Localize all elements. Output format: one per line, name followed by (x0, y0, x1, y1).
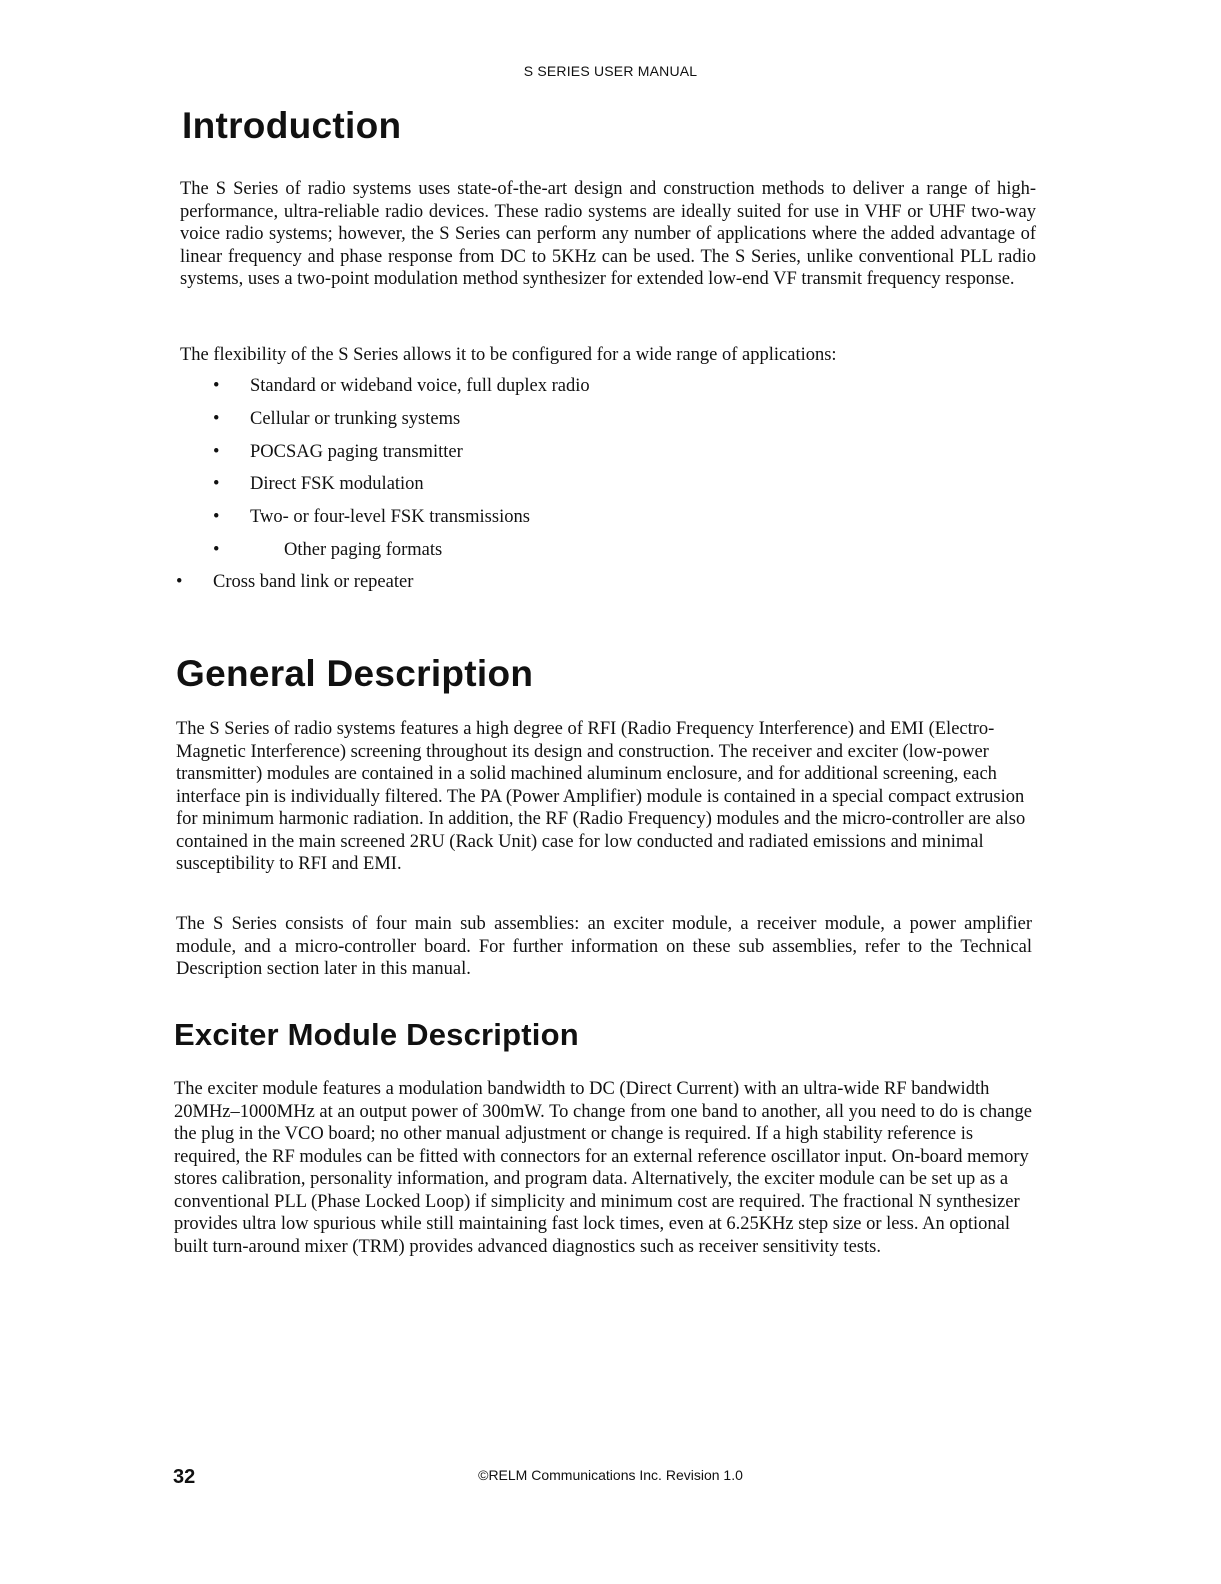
bullet-dot-icon: • (213, 442, 220, 462)
introduction-paragraph-1: The S Series of radio systems uses state-of-the-art design and construction methods to deliver a range of high-performance, ultra-reliable radio devices. These radio systems are ideally suited for use in VHF or UHF two-way voice radio systems; however, the S Series can perform any number of applications where the added advantage of linear frequency and phase response from DC to 5KHz can be used. The S Series, unlike conventional PLL radio systems, uses a two-point modulation method synthesizer for extended low-end VF transmit frequency response. (180, 179, 1036, 289)
bullet-dot-icon: • (213, 507, 220, 527)
bullet-dot-icon: • (213, 474, 220, 494)
general-description-heading: General Description (176, 653, 534, 694)
running-header: S SERIES USER MANUAL (523, 63, 698, 79)
exciter-module-paragraph: The exciter module features a modulation bandwidth to DC (Direct Current) with an ultra-wide RF bandwidth 20MHz–1000MHz at an output power of 300mW. To change from one band to another, all you need to do is change the plug in the VCO board; no other manual adjustment or change is required. If a high stability reference is required, the RF modules can be fitted with connectors for an external reference oscillator input. On-board memory stores calibration, personality information, and program data. Alternatively, the exciter module can be set up as a conventional PLL (Phase Locked Loop) if simplicity and minimum cost are required. The fractional N synthesizer provides ultra low spurious while still maintaining fast lock times, even at 6.25KHz step size or less. An optional built turn-around mixer (TRM) provides advanced diagnostics such as receiver sensitivity tests. (174, 1079, 1033, 1257)
introduction-paragraph-2: The flexibility of the S Series allows it to be configured for a wide range of applications: (180, 345, 837, 365)
bullet-dot-icon: • (213, 376, 220, 396)
bullet-dot-icon: • (176, 572, 183, 592)
bullet-dot-icon: • (213, 540, 220, 560)
general-description-paragraph-1: The S Series of radio systems features a high degree of RFI (Radio Frequency Interference) and EMI (Electro-Magnetic Interference) screening throughout its design and construction. The receiver and exciter (low-power transmitter) modules are contained in a solid machined aluminum enclosure, and for additional screening, each interface pin is individually filtered. The PA (Power Amplifier) module is contained in a special compact extrusion for minimum harmonic radiation. In addition, the RF (Radio Frequency) modules and the micro-controller are also contained in the main screened 2RU (Rack Unit) case for low conducted and radiated emissions and minimal susceptibility to RFI and EMI. (176, 719, 1026, 874)
page-number: 32 (173, 1466, 196, 1488)
bullet-dot-icon: • (213, 409, 220, 429)
manual-page: S SERIES USER MANUAL Introduction The S Series of radio systems uses state-of-the-art design and construction methods to deliver a range of high-performance, ultra-reliable radio devices. These radio systems are ideally suited for use in VHF or UHF two-way voice radio systems; however, the S Series can perform any number of applications where the added advantage of linear frequency and phase response from DC to 5KHz can be used. The S Series, unlike conventional PLL radio systems, uses a two-point modulation method synthesizer for extended low-end VF transmit frequency response. The flexibility of the S Series allows it to be configured for a wide range of applications: • Standard or wideband voice, full duplex radio • Cellular or trunking systems • POCSAG paging transmitter • Direct FSK modulation • Two- or four-level FSK transmissions • Other paging formats • Cross band link or repeater General Description The S Series of radio systems features a high degree of RFI (Radio Frequency Interference) and EMI (Electro-Magnetic Interference) screening throughout its design and construction. The receiver and exciter (low-power transmitter) modules are contained in a solid machined aluminum enclosure, and for additional screening, each interface pin is individually filtered. The PA (Power Amplifier) module is contained in a special compact extrusion for minimum harmonic radiation. In addition, the RF (Radio Frequency) modules and the micro-controller are also contained in the main screened 2RU (Rack Unit) case for low conducted and radiated emissions and minimal susceptibility to RFI and EMI. The S Series consists of four main sub assemblies: an exciter module, a receiver module, a power amplifier module, and a micro-controller board. For further information on these sub assemblies, refer to the Technical Description section later in this manual. Exciter Module Description The exciter module features a modulation bandwidth to DC (Direct Current) with an ultra-wide RF bandwidth 20MHz–1000MHz at an output power of 300mW. To change from one band to another, all you need to do is change the plug in the VCO board; no other manual adjustment or change is required. If a high stability reference is required, the RF modules can be fitted with connectors for an external reference oscillator input. On-board memory stores calibration, personality information, and program data. Alternatively, the exciter module can be set up as a conventional PLL (Phase Locked Loop) if simplicity and minimum cost are required. The fractional N synthesizer provides ultra low spurious while still maintaining fast lock times, even at 6.25KHz step size or less. An optional built turn-around mixer (TRM) provides advanced diagnostics such as receiver sensitivity tests. 32 ©RELM Communications Inc. Revision 1.0 (0, 0, 1221, 1584)
general-description-paragraph-2: The S Series consists of four main sub assemblies: an exciter module, a receiver module, a power amplifier module, and a micro-controller board. For further information on these sub assemblies, refer to the Technical Description section later in this manual. (176, 914, 1032, 979)
introduction-heading: Introduction (182, 105, 402, 146)
exciter-module-heading: Exciter Module Description (174, 1017, 579, 1052)
footer-copyright: ©RELM Communications Inc. Revision 1.0 (478, 1467, 743, 1483)
